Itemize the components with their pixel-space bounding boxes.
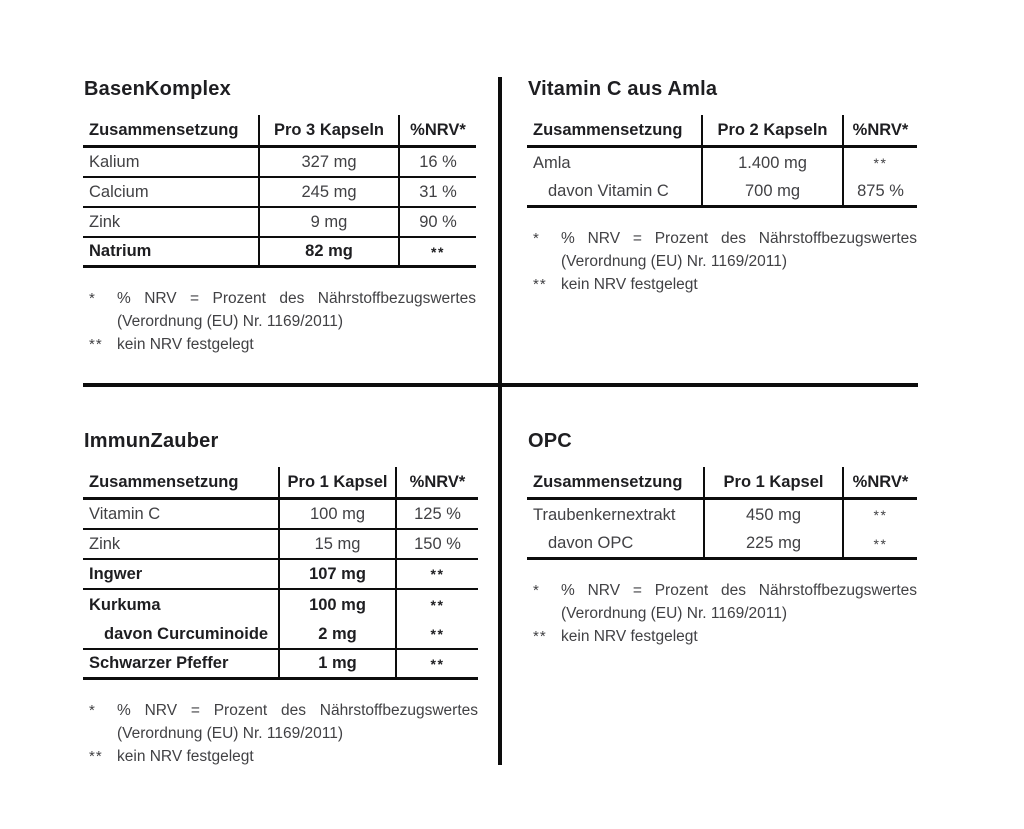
footnote-marker: *	[533, 230, 540, 247]
nrv-value: **	[398, 238, 476, 268]
column-header: Pro 3 Kapseln	[258, 115, 398, 148]
panel-immunzauber	[83, 430, 478, 768]
footnote-marker: *	[89, 702, 96, 719]
column-header: %NRV*	[395, 467, 478, 500]
footnote-text: % NRV = Prozent des Nährstoffbezugswertes (Verordnung (EU) Nr. 1169/2011)	[561, 230, 917, 270]
ingredient-name: davon OPC	[527, 530, 703, 560]
footnote-marker: *	[533, 582, 540, 599]
panel-vitamin-c-aus-amla	[527, 78, 917, 296]
panel-title: BasenKomplex	[84, 78, 231, 100]
footnote-marker: *	[89, 290, 96, 307]
ingredient-name: davon Vitamin C	[527, 178, 701, 208]
panel-title: OPC	[528, 430, 572, 452]
nrv-value: **	[842, 530, 917, 560]
nrv-value: **	[842, 148, 917, 178]
panel-title: ImmunZauber	[84, 430, 219, 452]
nutrition-table	[527, 467, 917, 560]
nrv-value: 31 %	[398, 178, 476, 208]
footnote-row	[83, 287, 476, 333]
column-header: %NRV*	[842, 467, 917, 500]
nutrition-table	[83, 467, 478, 680]
ingredient-name: Kalium	[83, 148, 258, 178]
column-header: Zusammensetzung	[83, 467, 278, 500]
column-header: Pro 1 Kapsel	[703, 467, 842, 500]
footnote-block	[527, 227, 917, 296]
nrv-value: **	[395, 590, 478, 620]
footnote-marker: **	[533, 628, 547, 645]
amount-value: 100 mg	[278, 590, 395, 620]
amount-value: 82 mg	[258, 238, 398, 268]
amount-value: 700 mg	[701, 178, 842, 208]
amount-value: 1.400 mg	[701, 148, 842, 178]
amount-value: 225 mg	[703, 530, 842, 560]
footnote-marker: **	[89, 336, 103, 353]
footnote-row	[83, 699, 478, 745]
panel-basenkomplex	[83, 78, 476, 356]
amount-value: 2 mg	[278, 620, 395, 650]
amount-value: 15 mg	[278, 530, 395, 560]
footnote-row	[527, 579, 917, 625]
footnote-text: kein NRV festgelegt	[117, 336, 254, 353]
amount-value: 107 mg	[278, 560, 395, 590]
nrv-value: **	[395, 560, 478, 590]
footnote-block	[83, 287, 476, 356]
ingredient-name: Traubenkernextrakt	[533, 505, 676, 524]
ingredient-name: Zink	[83, 208, 258, 238]
footnote-marker: **	[533, 276, 547, 293]
footnote-row	[83, 333, 476, 356]
ingredient-name: Amla	[533, 153, 571, 172]
ingredient-name: Kurkuma	[89, 595, 161, 614]
footnote-text: kein NRV festgelegt	[561, 628, 698, 645]
footnote-text: kein NRV festgelegt	[561, 276, 698, 293]
ingredient-name: Calcium	[83, 178, 258, 208]
column-header: %NRV*	[398, 115, 476, 148]
footnote-block	[83, 699, 478, 768]
footnote-text: % NRV = Prozent des Nährstoffbezugswertes (Verordnung (EU) Nr. 1169/2011)	[561, 582, 917, 622]
nrv-value: 875 %	[842, 178, 917, 208]
footnote-row	[527, 273, 917, 296]
horizontal-divider	[83, 383, 918, 387]
column-header: %NRV*	[842, 115, 917, 148]
footnote-text: kein NRV festgelegt	[117, 748, 254, 765]
footnote-text: % NRV = Prozent des Nährstoffbezugswertes (Verordnung (EU) Nr. 1169/2011)	[117, 290, 476, 330]
nutrition-table	[83, 115, 476, 268]
nrv-value: 16 %	[398, 148, 476, 178]
amount-value: 245 mg	[258, 178, 398, 208]
nutrition-table	[527, 115, 917, 208]
column-header: Zusammensetzung	[527, 115, 701, 148]
column-header: Pro 1 Kapsel	[278, 467, 395, 500]
ingredient-name: Zink	[83, 530, 278, 560]
ingredient-name: Ingwer	[83, 560, 278, 590]
nrv-value: **	[842, 500, 917, 530]
footnote-row	[83, 745, 478, 768]
footnote-marker: **	[89, 748, 103, 765]
panel-title: Vitamin C aus Amla	[528, 78, 718, 100]
footnote-row	[527, 625, 917, 648]
nrv-value: 150 %	[395, 530, 478, 560]
column-header: Zusammensetzung	[83, 115, 258, 148]
nrv-value: 90 %	[398, 208, 476, 238]
amount-value: 100 mg	[278, 500, 395, 530]
nrv-value: 125 %	[395, 500, 478, 530]
footnote-text: % NRV = Prozent des Nährstoffbezugswertes (Verordnung (EU) Nr. 1169/2011)	[117, 702, 478, 742]
amount-value: 9 mg	[258, 208, 398, 238]
nrv-value: **	[395, 650, 478, 680]
panel-opc	[527, 430, 917, 648]
column-header: Zusammensetzung	[527, 467, 703, 500]
vertical-divider	[498, 77, 502, 765]
ingredient-name: Schwarzer Pfeffer	[83, 650, 278, 680]
nrv-value: **	[395, 620, 478, 650]
column-header: Pro 2 Kapseln	[701, 115, 842, 148]
amount-value: 327 mg	[258, 148, 398, 178]
footnote-block	[527, 579, 917, 648]
ingredient-name: davon Curcuminoide	[83, 620, 278, 650]
ingredient-name: Natrium	[83, 238, 258, 268]
footnote-row	[527, 227, 917, 273]
amount-value: 1 mg	[278, 650, 395, 680]
amount-value: 450 mg	[703, 500, 842, 530]
ingredient-name: Vitamin C	[83, 500, 278, 530]
